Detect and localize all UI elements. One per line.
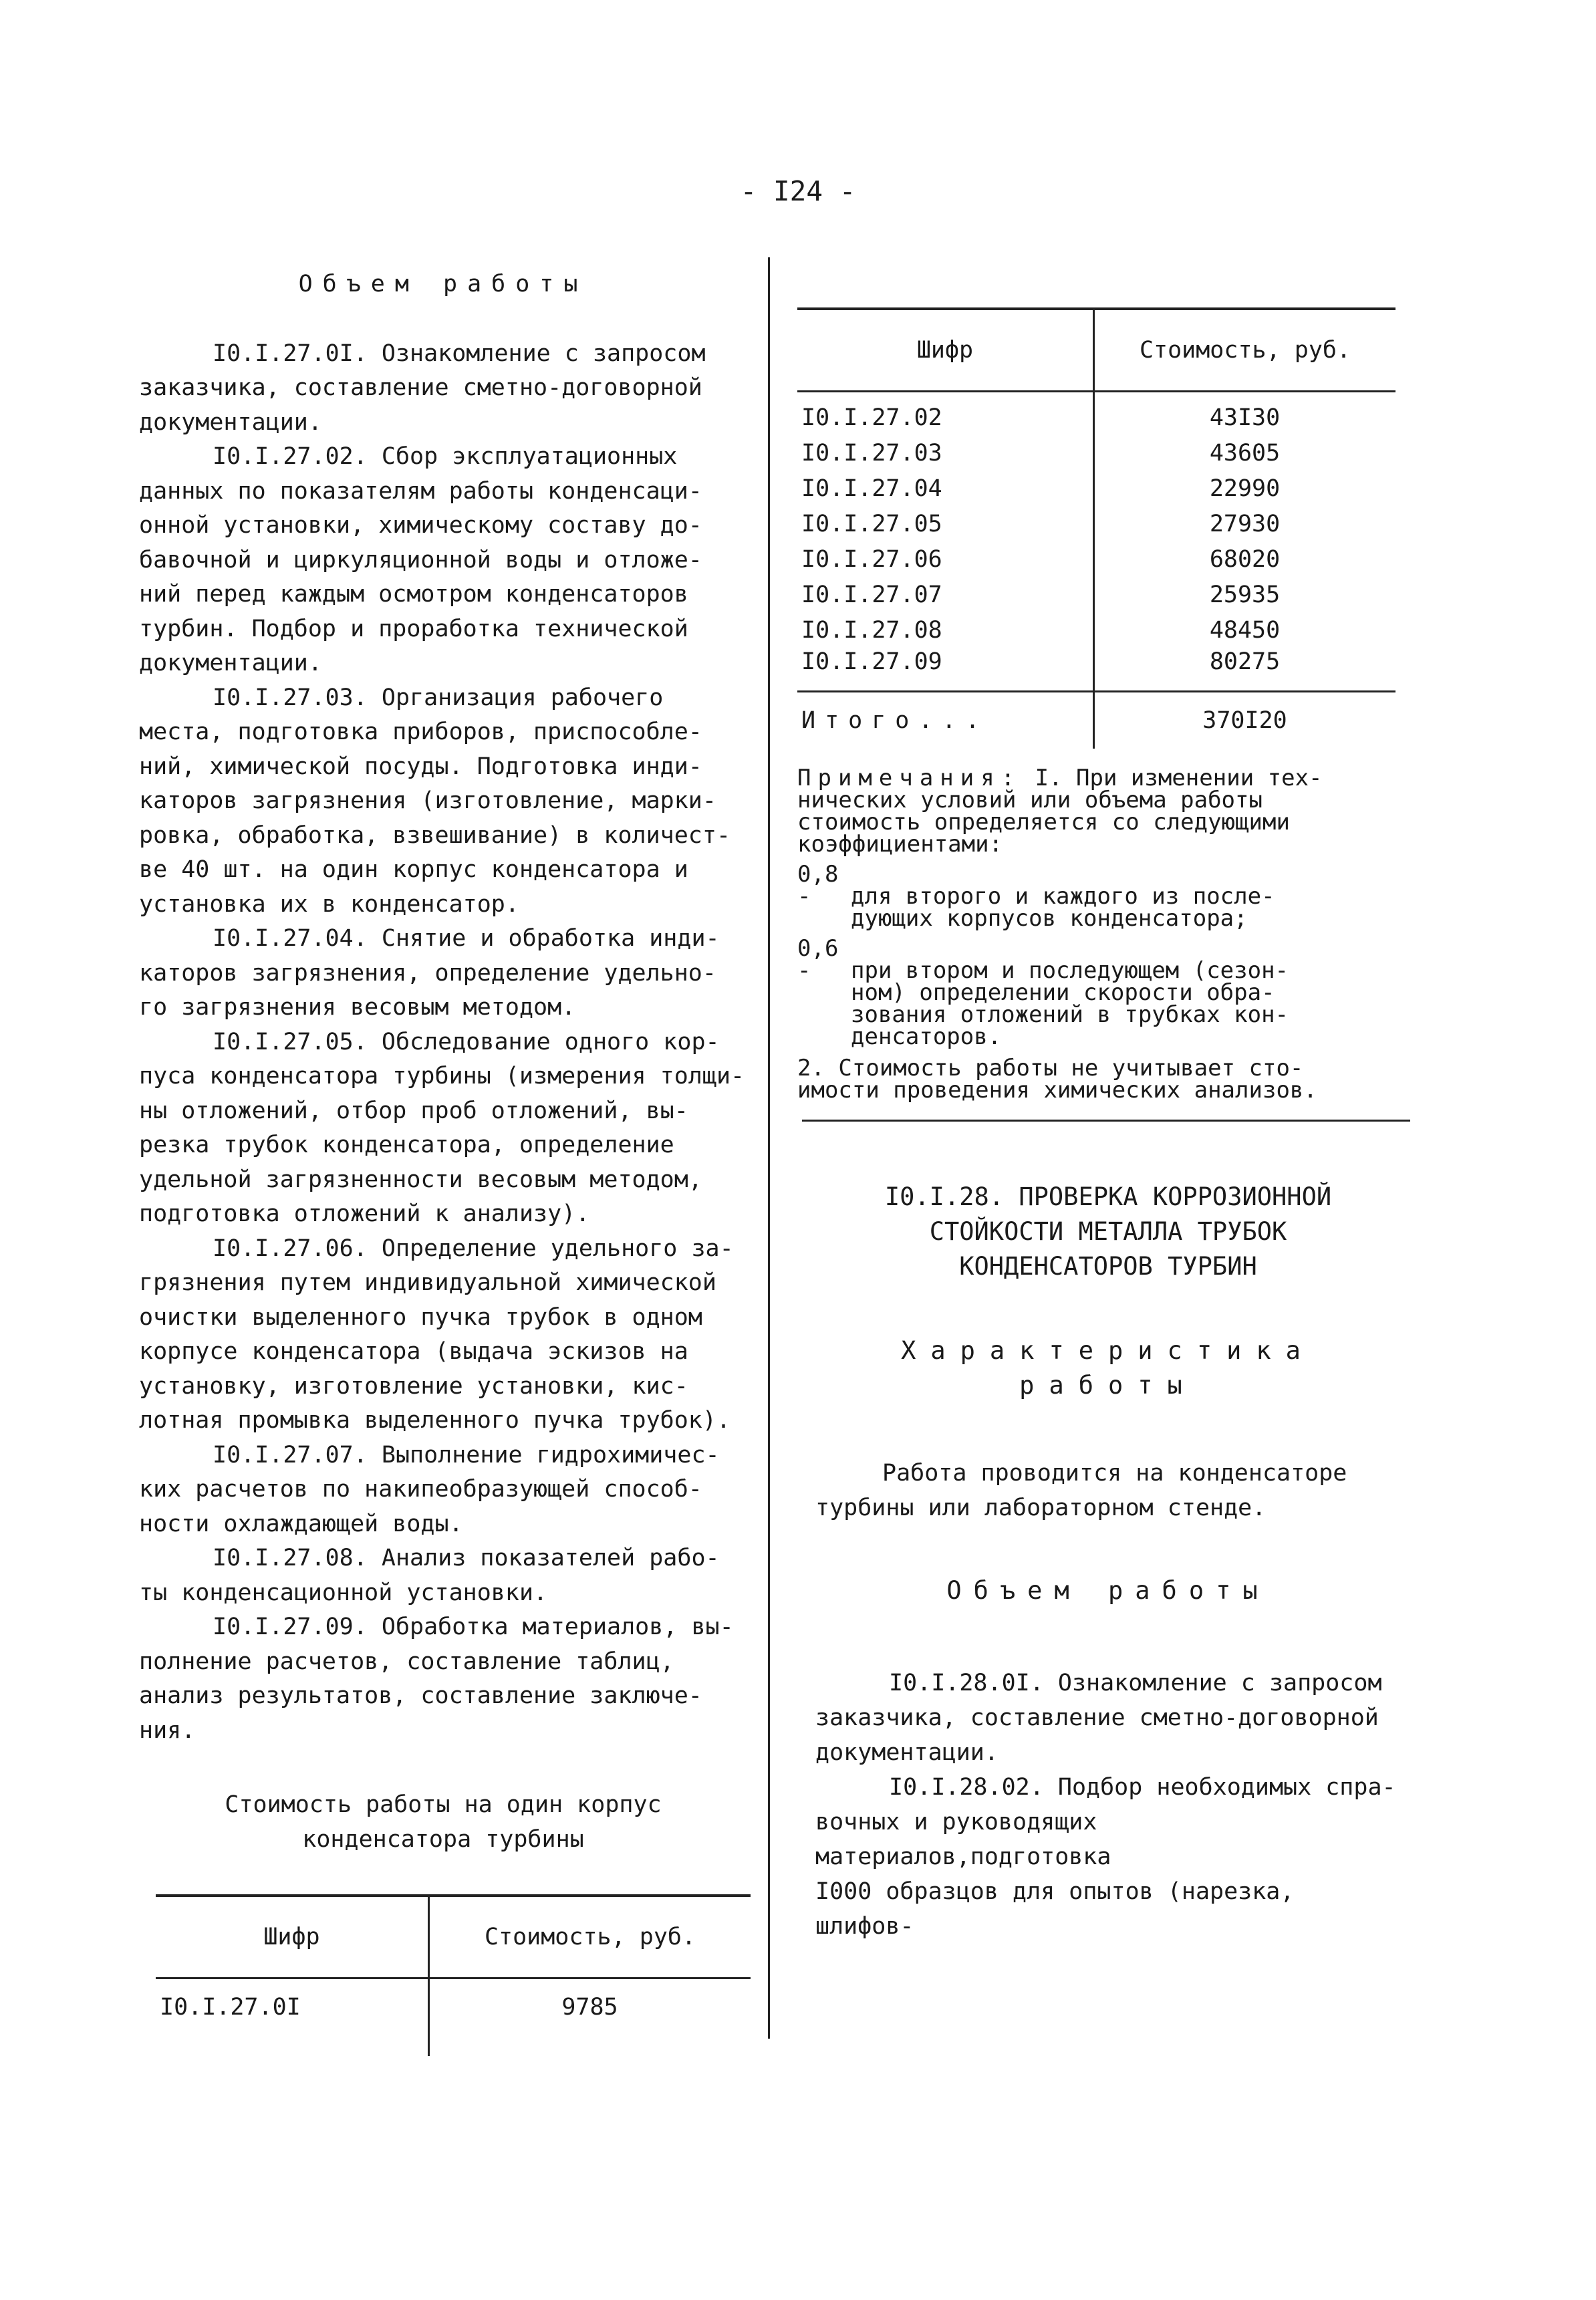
table-row: I0.I.27.07 25935 bbox=[797, 577, 1395, 612]
note-coefficient: 0,8 - для второго и каждого из после- дующих корпусов конденсатора; bbox=[797, 861, 1275, 932]
table-row: I0.I.27.03 43605 bbox=[797, 435, 1395, 471]
table-row: I0.I.27.05 27930 bbox=[797, 506, 1395, 541]
cost-table-left bbox=[156, 1894, 751, 2056]
work-item: I0.I.27.06. Определение удельного за- грязнения путем индивидуальной химической очистки выделенного пучка трубок в одном корпусе конденсатора (выдача эскизов на установку, изготовление установки, кис- лотная промывка выделенного пучка трубок). bbox=[139, 1235, 734, 1434]
table-row: I0.I.27.02 43I30 bbox=[797, 392, 1395, 436]
work-item: I0.I.27.04. Снятие и обработка инди- каторов загрязнения, определение удельно- го загрязнения весовым методом. bbox=[139, 925, 720, 1021]
col-cost-header: Стоимость, руб. bbox=[429, 1896, 751, 1978]
cost-caption: Стоимость работы на один корпус конденсатора турбины bbox=[225, 1791, 662, 1853]
work-item: I0.I.27.07. Выполнение гидрохимичес- ких расчетов по накипеобразующей способ- ности охлаждающей воды. bbox=[139, 1441, 720, 1537]
work-item: I0.I.28.02. Подбор необходимых спра- вочных и руководящих материалов,подготовка I000 образцов для опытов (нарезка, шлифов- bbox=[815, 1774, 1396, 1940]
col-code-header: Шифр bbox=[797, 309, 1094, 392]
column-divider bbox=[768, 257, 770, 2039]
table-header bbox=[156, 1896, 751, 1978]
section-divider bbox=[802, 1120, 1410, 1122]
work-item: I0.I.27.0I. Ознакомление с запросом заказчика, составление сметно-договорной документации. bbox=[139, 340, 706, 436]
notes bbox=[797, 767, 1419, 1102]
note-1: Примечания: I. При изменении тех- нических условий или объема работы стоимость определяется со следующими коэффициентами: bbox=[797, 765, 1323, 858]
work-item: I0.I.27.09. Обработка материалов, вы- полнение расчетов, составление таблиц, анализ результатов, составление заключе- ния. bbox=[139, 1614, 734, 1744]
characteristic-text: Работа проводится на конденсаторе турбины или лабораторном стенде. bbox=[815, 1460, 1347, 1521]
cost-table-right bbox=[797, 307, 1395, 749]
total-label: Итого... bbox=[797, 692, 1094, 749]
work-item: I0.I.27.08. Анализ показателей рабо- ты конденсационной установки. bbox=[139, 1545, 720, 1606]
work-item: I0.I.27.03. Организация рабочего места, подготовка приборов, приспособле- ний, химической посуды. Подготовка инди- каторов загрязнения (изготовление, марки- ровка, обработка, взвешивание) в количест- ве 40 шт. на один корпус конденсатора и установка их в конденсатор. bbox=[139, 684, 731, 918]
volume-heading-right: Объем работы bbox=[946, 1576, 1270, 1605]
work-item: I0.I.28.0I. Ознакомление с запросом заказчика, составление сметно-договорной документации. bbox=[815, 1670, 1382, 1766]
table-row: I0.I.27.09 80275 bbox=[797, 648, 1395, 692]
total-value: 370I20 bbox=[1094, 692, 1396, 749]
table-row: I0.I.27.06 68020 bbox=[797, 541, 1395, 577]
section-title: I0.I.28. ПРОВЕРКА КОРРОЗИОННОЙ СТОЙКОСТИ МЕТАЛЛА ТРУБОК КОНДЕНСАТОРОВ ТУРБИН bbox=[884, 1182, 1332, 1281]
col-code-header: Шифр bbox=[156, 1896, 429, 1978]
col-cost-header: Стоимость, руб. bbox=[1094, 309, 1396, 392]
work-item: I0.I.27.02. Сбор эксплуатационных данных по показателям работы конденсаци- онной установки, химическому составу до- бавочной и циркуляционной воды и отложе- ний перед каждым осмотром конденсаторов турбин. Подбор и проработка технической документации. bbox=[139, 443, 702, 676]
note-coefficient: 0,6 - при втором и последующем (сезон- ном) определении скорости обра- зования отложений в трубках кон- денсаторов. bbox=[797, 935, 1289, 1050]
table-row: I0.I.27.08 48450 bbox=[797, 612, 1395, 648]
left-column bbox=[139, 267, 747, 1857]
table-row bbox=[156, 1978, 751, 2057]
work-item: I0.I.27.05. Обследование одного кор- пуса конденсатора турбины (измерения толщи- ны отложений, отбор проб отложений, вы- резка трубок конденсатора, определение удельной загрязненности весовым методом, подготовка отложений к анализу). bbox=[139, 1028, 745, 1227]
row-cost: 9785 bbox=[561, 1994, 618, 2021]
table-header bbox=[797, 309, 1395, 392]
table-total-row bbox=[797, 692, 1395, 749]
right-items bbox=[815, 1666, 1404, 1944]
page-number: - I24 - bbox=[740, 175, 856, 207]
table-row: I0.I.27.04 22990 bbox=[797, 471, 1395, 506]
row-code: I0.I.27.0I bbox=[156, 1978, 429, 2057]
volume-heading: Объем работы bbox=[298, 271, 588, 297]
characteristic-heading: Характеристика работы bbox=[901, 1336, 1315, 1400]
note-2: 2. Стоимость работы не учитывает сто- имости проведения химических анализов. bbox=[797, 1055, 1317, 1104]
